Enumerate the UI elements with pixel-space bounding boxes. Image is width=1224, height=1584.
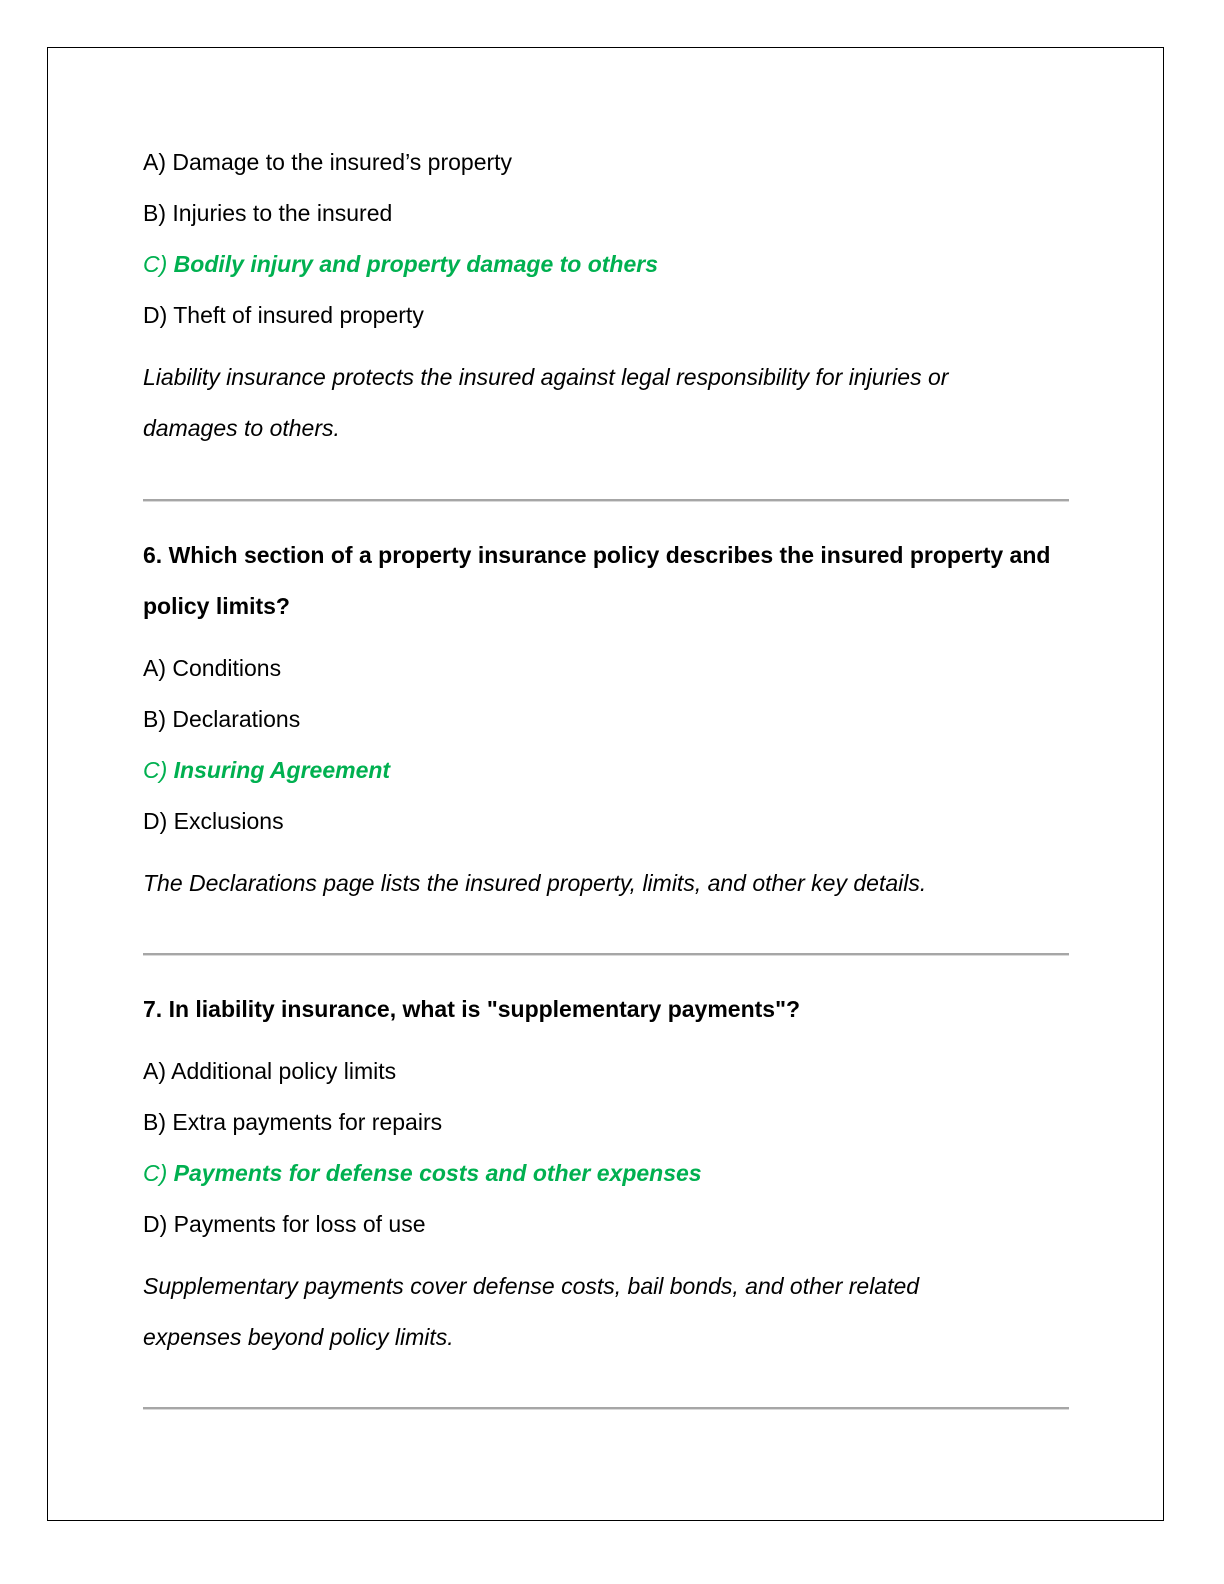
q7-option-c-prefix: C) (143, 1160, 174, 1186)
q5-explanation: Liability insurance protects the insured against legal responsibility for injuries or damages to others. (143, 364, 949, 441)
q7-question: 7. In liability insurance, what is "supplementary payments"? (143, 996, 801, 1022)
q6-option-a: A) Conditions (143, 655, 282, 681)
q7-option-c-correct (143, 1148, 1073, 1199)
divider-3 (143, 1407, 1069, 1409)
q6-option-d: D) Exclusions (143, 808, 284, 834)
q6-option-c-correct (143, 745, 1073, 796)
q7-option-a: A) Additional policy limits (143, 1058, 397, 1084)
q7-option-b: B) Extra payments for repairs (143, 1109, 443, 1135)
q7-option-c-text: Payments for defense costs and other expenses (173, 1160, 702, 1186)
q6-option-b: B) Declarations (143, 706, 301, 732)
question-5-block (143, 137, 1073, 454)
question-6-block (143, 530, 1073, 909)
q5-option-d: D) Theft of insured property (143, 302, 424, 328)
page-content (143, 137, 1073, 1409)
q5-option-c-text: Bodily injury and property damage to others (173, 251, 659, 277)
q7-option-d: D) Payments for loss of use (143, 1211, 426, 1237)
question-7-block (143, 984, 1073, 1363)
q5-option-a: A) Damage to the insured’s property (143, 149, 513, 175)
q5-option-c-prefix: C) (143, 251, 174, 277)
q6-question: 6. Which section of a property insurance policy describes the insured property and policy limits? (143, 542, 1051, 619)
q6-option-c-prefix: C) (143, 757, 174, 783)
q5-option-c-correct (143, 239, 1073, 290)
q6-option-c-text: Insuring Agreement (173, 757, 391, 783)
q6-explanation: The Declarations page lists the insured property, limits, and other key details. (143, 870, 927, 896)
q7-explanation: Supplementary payments cover defense costs, bail bonds, and other related expenses beyond policy limits. (143, 1273, 920, 1350)
q5-option-b: B) Injuries to the insured (143, 200, 393, 226)
